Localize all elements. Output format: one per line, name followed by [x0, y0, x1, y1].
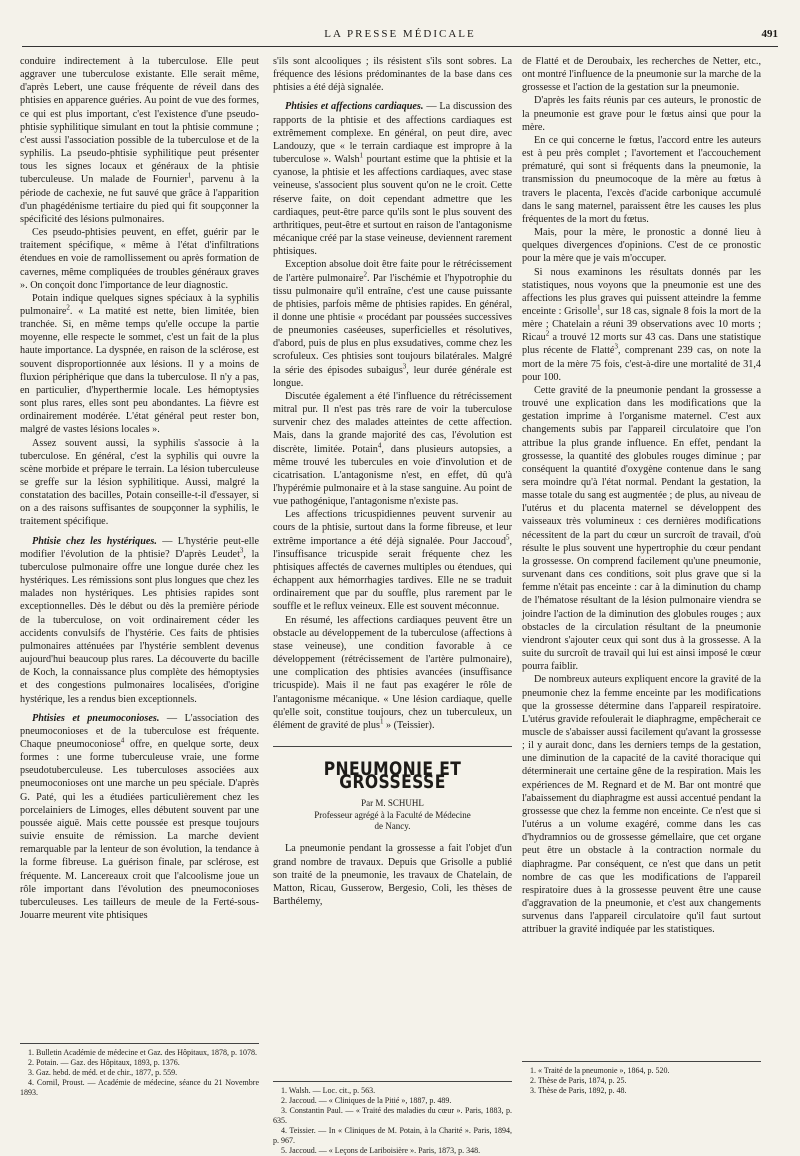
- text: Exception absolue doit être faite pour le rétrécissement de l'artère pulmonaire: [273, 259, 512, 284]
- footnotes: [522, 1061, 761, 1096]
- paragraph: [273, 258, 512, 390]
- footnote-ref: 3: [239, 546, 244, 555]
- section-heading: Phtisie chez les hystériques.: [32, 535, 157, 547]
- paragraph: [20, 535, 259, 706]
- footnote: 1. Bulletin Académie de médecine et Gaz. des Hôpitaux, 1878, p. 1078.: [28, 1048, 258, 1057]
- footnote-ref: 1: [359, 151, 364, 160]
- paragraph: Ces pseudo-phtisies peuvent, en effet, guérir par le traitement spécifique, « même à l'état d'infiltrations étendues en voie de ramollissement ou après formation de cavernes, même compliquées de troubles généraux graves ». On conçoit donc l'importance de leur diagnostic.: [20, 227, 259, 291]
- section-heading: Phtisies et pneumoconioses.: [32, 712, 160, 724]
- running-title: LA PRESSE MÉDICALE: [324, 28, 476, 40]
- text: , sur 18 cas, signale 8 fois la mort de la mère ; Chatelain a réuni 39 observations avec 10 morts ; Ricau: [522, 305, 761, 344]
- text: offre, en quelque sorte, deux formes : une forme tuberculeuse vraie, une forme pseudotuberculeuse. Les tuberculoses associées aux pneumoconioses ont une marche un peu spéciale. D'après G. Paté, qui les a étudiées particulièrement chez les porcelainiers de Limoges, elles débutent souvent par une poussée aiguë. Mais cette poussée est presque toujours suivie ensuite de rémission. La marche devient remarquable par la lenteur de son évolution, la tendance à la forme fibreuse. La guérison finale, par sclérose, est fréquente. M. Lancereaux croit que l'alcoolisme joue un rôle important dans l'évolution des pneumoconioses tuberculeuses. Les tailleurs de meule de la Ferté-sous-Jouarre meurent vite phtisiques: [20, 738, 259, 921]
- footnote-ref: 2: [66, 303, 70, 312]
- text: , leur durée générale est longue.: [273, 364, 513, 389]
- paragraph: [20, 292, 259, 437]
- footnote: 2. Jaccoud. — « Cliniques de la Pitié », 1887, p. 489.: [281, 1096, 452, 1105]
- text: » (Teissier).: [383, 719, 435, 731]
- footnotes: [273, 1081, 512, 1156]
- column-2: [273, 55, 513, 1155]
- text: Les affections tricuspidiennes peuvent survenir au cours de la phtisie, surtout dans la forme fibreuse, et leur extrême importance a été déjà signalée. Pour Jaccoud: [273, 509, 512, 547]
- footnote: 3. Thèse de Paris, 1892, p. 48.: [530, 1086, 627, 1095]
- article-byline: Par M. SCHUHL: [361, 798, 424, 809]
- section-heading: Phtisies et affections cardiaques.: [285, 101, 424, 113]
- footnote: 3. Gaz. hebd. de méd. et de chir., 1877, p. 559.: [28, 1068, 178, 1077]
- footnote-ref: 1: [596, 303, 601, 312]
- footnote-ref: 1: [379, 717, 384, 726]
- column-3: [522, 55, 761, 1095]
- paragraph: de Flatté et de Deroubaix, les recherches de Netter, etc., ont montré l'influence de la pneumonie sur la marche de la grossesse et l'action de la gestation sur la pneumonie.: [522, 56, 761, 94]
- footnotes: [20, 1043, 259, 1098]
- paragraph: En ce qui concerne le fœtus, l'accord entre les auteurs est à peu près complet ; l'avortement et l'accouchement prématuré, qui sont si fréquents dans la pneumonie, la transmission du pneumocoque de la mère au fœtus à travers le placenta, l'excès d'acide carbonique accumulé dans le sang maternel, paraissent être les causes les plus fréquentes de la mort du fœtus.: [522, 134, 761, 225]
- paragraph: [20, 712, 259, 923]
- footnote: 1. « Traité de la pneumonie », 1864, p. 520.: [530, 1066, 670, 1075]
- column-1: [20, 55, 260, 1097]
- paragraph: [273, 390, 512, 508]
- footnote-ref: 3: [402, 362, 407, 371]
- article-affiliation: [273, 810, 512, 832]
- text: a trouvé 12 morts sur 43 cas. Dans une statistique plus récente de Flatté: [522, 332, 761, 357]
- text: pourtant estime que la phtisie et la cyanose, la phtisie et les affections cardiaques, avec stase veineuse, s'associent plus souvent qu'on ne le croit. Cette réserve faite, on doit cependant admettre que les cardiaques, peut-être parce qu'ils sont le plus souvent des arthritiques, peut-être et surtout en raison de l'antagonisme mécanique créé par la stase veineuse, deviennent rarement phtisiques.: [273, 154, 512, 258]
- footnote-ref: 1: [187, 172, 192, 181]
- text: , parvenu à la période de cachexie, ne fut sauvé que grâce à l'apparition d'un phagédénisme tertiaire du pied qui fit soupçonner la spécificité des lésions pulmonaires.: [20, 174, 260, 225]
- paragraph: [522, 266, 761, 384]
- text: Discutée également a été l'influence du rétrécissement mitral pur. Il n'est pas très rare de voir la tuberculose survenir chez des malades atteintes de cette affection. Mais, dans la grande majorité des cas, l'évolution est discrète, limitée. Potain: [273, 390, 512, 455]
- paragraph: s'ils sont alcooliques ; ils résistent s'ils sont sobres. La fréquence des lésions prédominantes de la base dans ces phtisies a été déjà signalée.: [273, 56, 512, 94]
- footnote: 3. Constantin Paul. — « Traité des maladies du cœur ». Paris, 1883, p. 635.: [273, 1106, 512, 1125]
- footnote: 4. Teissier. — In « Cliniques de M. Potain, à la Charité ». Paris, 1894, p. 967.: [273, 1126, 512, 1145]
- paragraph: D'après les faits réunis par ces auteurs, le pronostic de la pneumonie est grave pour le fœtus ainsi que pour la mère.: [522, 95, 761, 133]
- text: — La discussion des rapports de la phtisie et des affections cardiaques est extrêmement complexe. En général, on peut dire, avec Landouzy, que « le terrain cardiaque est impropre à la tuberculose ». Walsh: [273, 101, 513, 166]
- footnote: 5. Jaccoud. — « Leçons de Lariboisière ». Paris, 1873, p. 348.: [281, 1146, 481, 1155]
- text: . « La matité est nette, bien limitée, bien tranchée. Si, en même temps qu'elle occupe la partie moyenne, elle respecte le sommet, c'est un fait de la plus haute importance. La dyspnée, en raison de la sclérose, est souvent disproportionnée aux lésions. Il y a moins de fluxion périphérique que dans la tuberculose. Il n'y a pas, en particulier, d'hyperthermie locale. Les hémoptysies sont plus rares, elles sont peu abondantes. La fièvre est ordinairement modérée. L'état général peut rester bon, malgré de vastes lésions locales ».: [20, 305, 259, 436]
- footnote: 2. Potain. — Gaz. des Hôpitaux, 1893, p. 1376.: [28, 1058, 180, 1067]
- paragraph: Cette gravité de la pneumonie pendant la grossesse a trouvé une explication dans les modifications que la gestation imprime à l'organisme maternel. C'est aux changements subis par l'appareil circulatoire que l'on attribue la plus grande influence. En effet, pendant la grossesse, la quantité des globules rouges diminue ; par conséquent la quantité d'oxygène contenue dans le sang sera moindre qu'à l'état normal. Pendant la gestation, la masse totale du sang est augmentée ; de plus, au niveau de l'utérus et du placenta maternel se développent des vaisseaux très volumineux : ces dernières modifications nécessitent de la part du cœur un surcroît de travail, d'où résulte le plus souvent une hypertrophie du cœur pendant la grossesse. On comprend facilement qu'une pneumonie, survenant dans ces conditions, soit plus grave que si la femme n'était pas enceinte : car à la diminution du champ de l'hématose résultant de la lésion pulmonaire viendra se joindre l'action de la diminution des globules rouges ; aux obstacles de la circulation résultant de la pneumonie viendront s'ajouter ceux qui sont dus à la grossesse. A la suite du surcroît de travail qui lui est ainsi imposé le cœur pourra faiblir.: [522, 384, 761, 673]
- text: Si nous examinons les résultats donnés par les statistiques, nous voyons que la pneumonie est une des affections les plus graves qui puissent atteindre la femme enceinte : Grisolle: [522, 266, 761, 317]
- paragraph: [20, 55, 259, 226]
- paragraph: De nombreux auteurs expliquent encore la gravité de la pneumonie chez la femme enceinte par les modifications que la grossesse détermine dans l'appareil respiratoire. L'utérus gravide refoulerait le diaphragme, empêcherait ce muscle de s'abaisser aussi facilement qu'avant la grossesse ; il y aurait donc, dans les derniers temps de la gestation, une diminution de la capacité de la cavité thoracique qui déterminerait une certaine gêne de la respiration. Mais les expériences de M. Regnard et de M. Bar ont montré que l'abaissement du diaphragme est aussi accentué pendant la grossesse que chez la femme non enceinte. Ce n'est que si l'utérus a un volume exagéré, comme dans les cas d'hydramnios ou de grossesse gémellaire, que cet organe peut être un obstacle à la contraction normale du diaphragme. Par conséquent, ce n'est que dans un petit nombre de cas que les modifications de l'appareil respiratoire dues à la grossesse peuvent être une cause d'aggravation de la pneumonie, et c'est aux changements survenus dans l'appareil circulatoire qu'il faut surtout attribuer la gravité indiquée par les statistiques.: [522, 674, 761, 936]
- affiliation-line: Professeur agrégé à la Faculté de Médecine: [314, 810, 471, 821]
- text: . Par l'ischémie et l'hypotrophie du tissu pulmonaire qu'il entraîne, c'est une cause puissante de phtisies, parfois même de phtisies rapides. En général, il donne une phtisie « procédant par poussées successives de pneumonies caséeuses, superficielles et résolutives, d'abord, puis de plus en plus exsudatives, comme chez les scrofuleux. Ces phtisies sont toujours bilatérales. Malgré la série des épisodes subaigus: [273, 272, 512, 376]
- text: — L'association des pneumoconioses et de la tuberculose est fréquente. Chaque pneumoconiose: [20, 712, 259, 750]
- footnote-ref: 3: [614, 343, 618, 352]
- footnote: 1. Walsh. — Loc. cit., p. 563.: [281, 1086, 376, 1095]
- footnote-ref: 5: [505, 533, 510, 542]
- text: — L'hystérie peut-elle modifier l'évolution de la phtisie? D'après Leudet: [20, 535, 259, 560]
- paragraph: La pneumonie pendant la grossesse a fait l'objet d'un grand nombre de travaux. Depuis que Grisolle a publié son traité de la pneumonie, les travaux de Chatelain, de Matton, Ricau, Gusserow, Bergesio, Coli, les thèses de Barthélemy,: [273, 843, 512, 908]
- paragraph: [273, 614, 512, 732]
- paragraph: Assez souvent aussi, la syphilis s'associe à la tuberculose. En général, c'est la syphilis qui ouvre la scène morbide et prépare le terrain. La lésion tuberculeuse se greffe sur la lésion syphilitique. Aussi, malgré la constatation des bacilles, Potain conseille-t-il d'essayer, si on a des raisons suffisantes de soupçonner la syphilis, le traitement spécifique.: [20, 437, 259, 528]
- text: , comprenant 239 cas, on note la mort de la mère 75 fois, c'est-à-dire une mortalité de 31,4 pour 100.: [522, 345, 761, 383]
- text: , dans plusieurs autopsies, a même trouvé les tubercules en voie d'involution et de cicatrisation. L'antagonisme n'est, en effet, dû qu'à l'hypérémie pulmonaire et à la stase sanguine. Au point de vue pathogénique, l'antagonisme n'existe pas.: [273, 443, 512, 508]
- paragraph: Mais, pour la mère, le pronostic a donné lieu à quelques divergences d'opinions. C'est de ce pronostic pour la mère que je vais m'occuper.: [522, 227, 761, 265]
- paragraph: [273, 508, 512, 613]
- footnote-ref: 2: [545, 329, 550, 338]
- page-header: [22, 22, 778, 46]
- text: , l'insuffisance tricuspide serait fréquente chez les phtisiques affectés de cavernes multiples ou étendues, qui échappent aux hémorrhagies tardives. Elle ne se traduit ordinairement que par du souffle, plus rarement par le souffle et le reflux veineux. Elle est souvent méconnue.: [273, 535, 512, 613]
- page-number: 491: [761, 28, 778, 40]
- header-rule: [22, 46, 778, 47]
- footnote-ref: 4: [377, 441, 382, 450]
- text: conduire indirectement à la tuberculose. Elle peut aggraver une tuberculose existante. Elle serait même, d'après Lebert, une cause fréquente de réveil dans des phtisies en apparence guéries. Au point de vue des formes, ce qui est plus important, c'est l'existence d'une pseudo-phtisie syphilitique simulant en tout la phtisie commune ; c'est aussi l'association possible de la tuberculose et de la syphilis. La pseudo-phtisie syphilitique peut présenter tous les signes locaux et généraux de la phtisie tuberculeuse. Un malade de Fournier: [20, 56, 259, 186]
- article-title: PNEUMONIE ET GROSSESSE: [323, 757, 462, 794]
- affiliation-line: de Nancy.: [374, 821, 411, 832]
- footnote-ref: 4: [120, 736, 125, 745]
- paragraph: [273, 100, 512, 258]
- article-header: [273, 746, 512, 832]
- text: Potain indique quelques signes spéciaux à la syphilis pulmonaire: [20, 292, 259, 317]
- footnote-ref: 2: [363, 270, 367, 279]
- text: En résumé, les affections cardiaques peuvent être un obstacle au développement de la tuberculose (affections à stase veineuse), une condition favorable à ce développement (rétrécissement de l'artère pulmonaire), une complication des phtisies avancées (insuffisance tricuspide). Mais il ne faut pas exagérer le rôle de l'antagonisme mécanique. « Une lésion cardiaque, quelle qu'elle soit, constitue toujours, chez un tuberculeux, un élément de gravité de plus: [273, 614, 512, 731]
- footnote: 4. Cornil, Proust. — Académie de médecine, séance du 21 Novembre 1893.: [20, 1078, 259, 1097]
- text: , la tuberculose pulmonaire offre une longue durée chez les hystériques. Les rémissions sont plus longues que chez les malades non hystériques. Les phtisies rapides sont exceptionnelles. Dès le début ou dès la première période de la tuberculose, on voit ordinairement céder les accidents convulsifs de l'hystérie. Ces faits de phtisies pulmonaires atténuées par l'hystérie semblent devenus aujourd'hui beaucoup plus rares. La découverte du bacille de Koch, la connaissance plus complète des hémoptysies et des congestions pulmonaires localisées, d'origine hystérique, les a rendus bien exceptionnels.: [20, 548, 259, 705]
- footnote: 2. Thèse de Paris, 1874, p. 25.: [530, 1076, 627, 1085]
